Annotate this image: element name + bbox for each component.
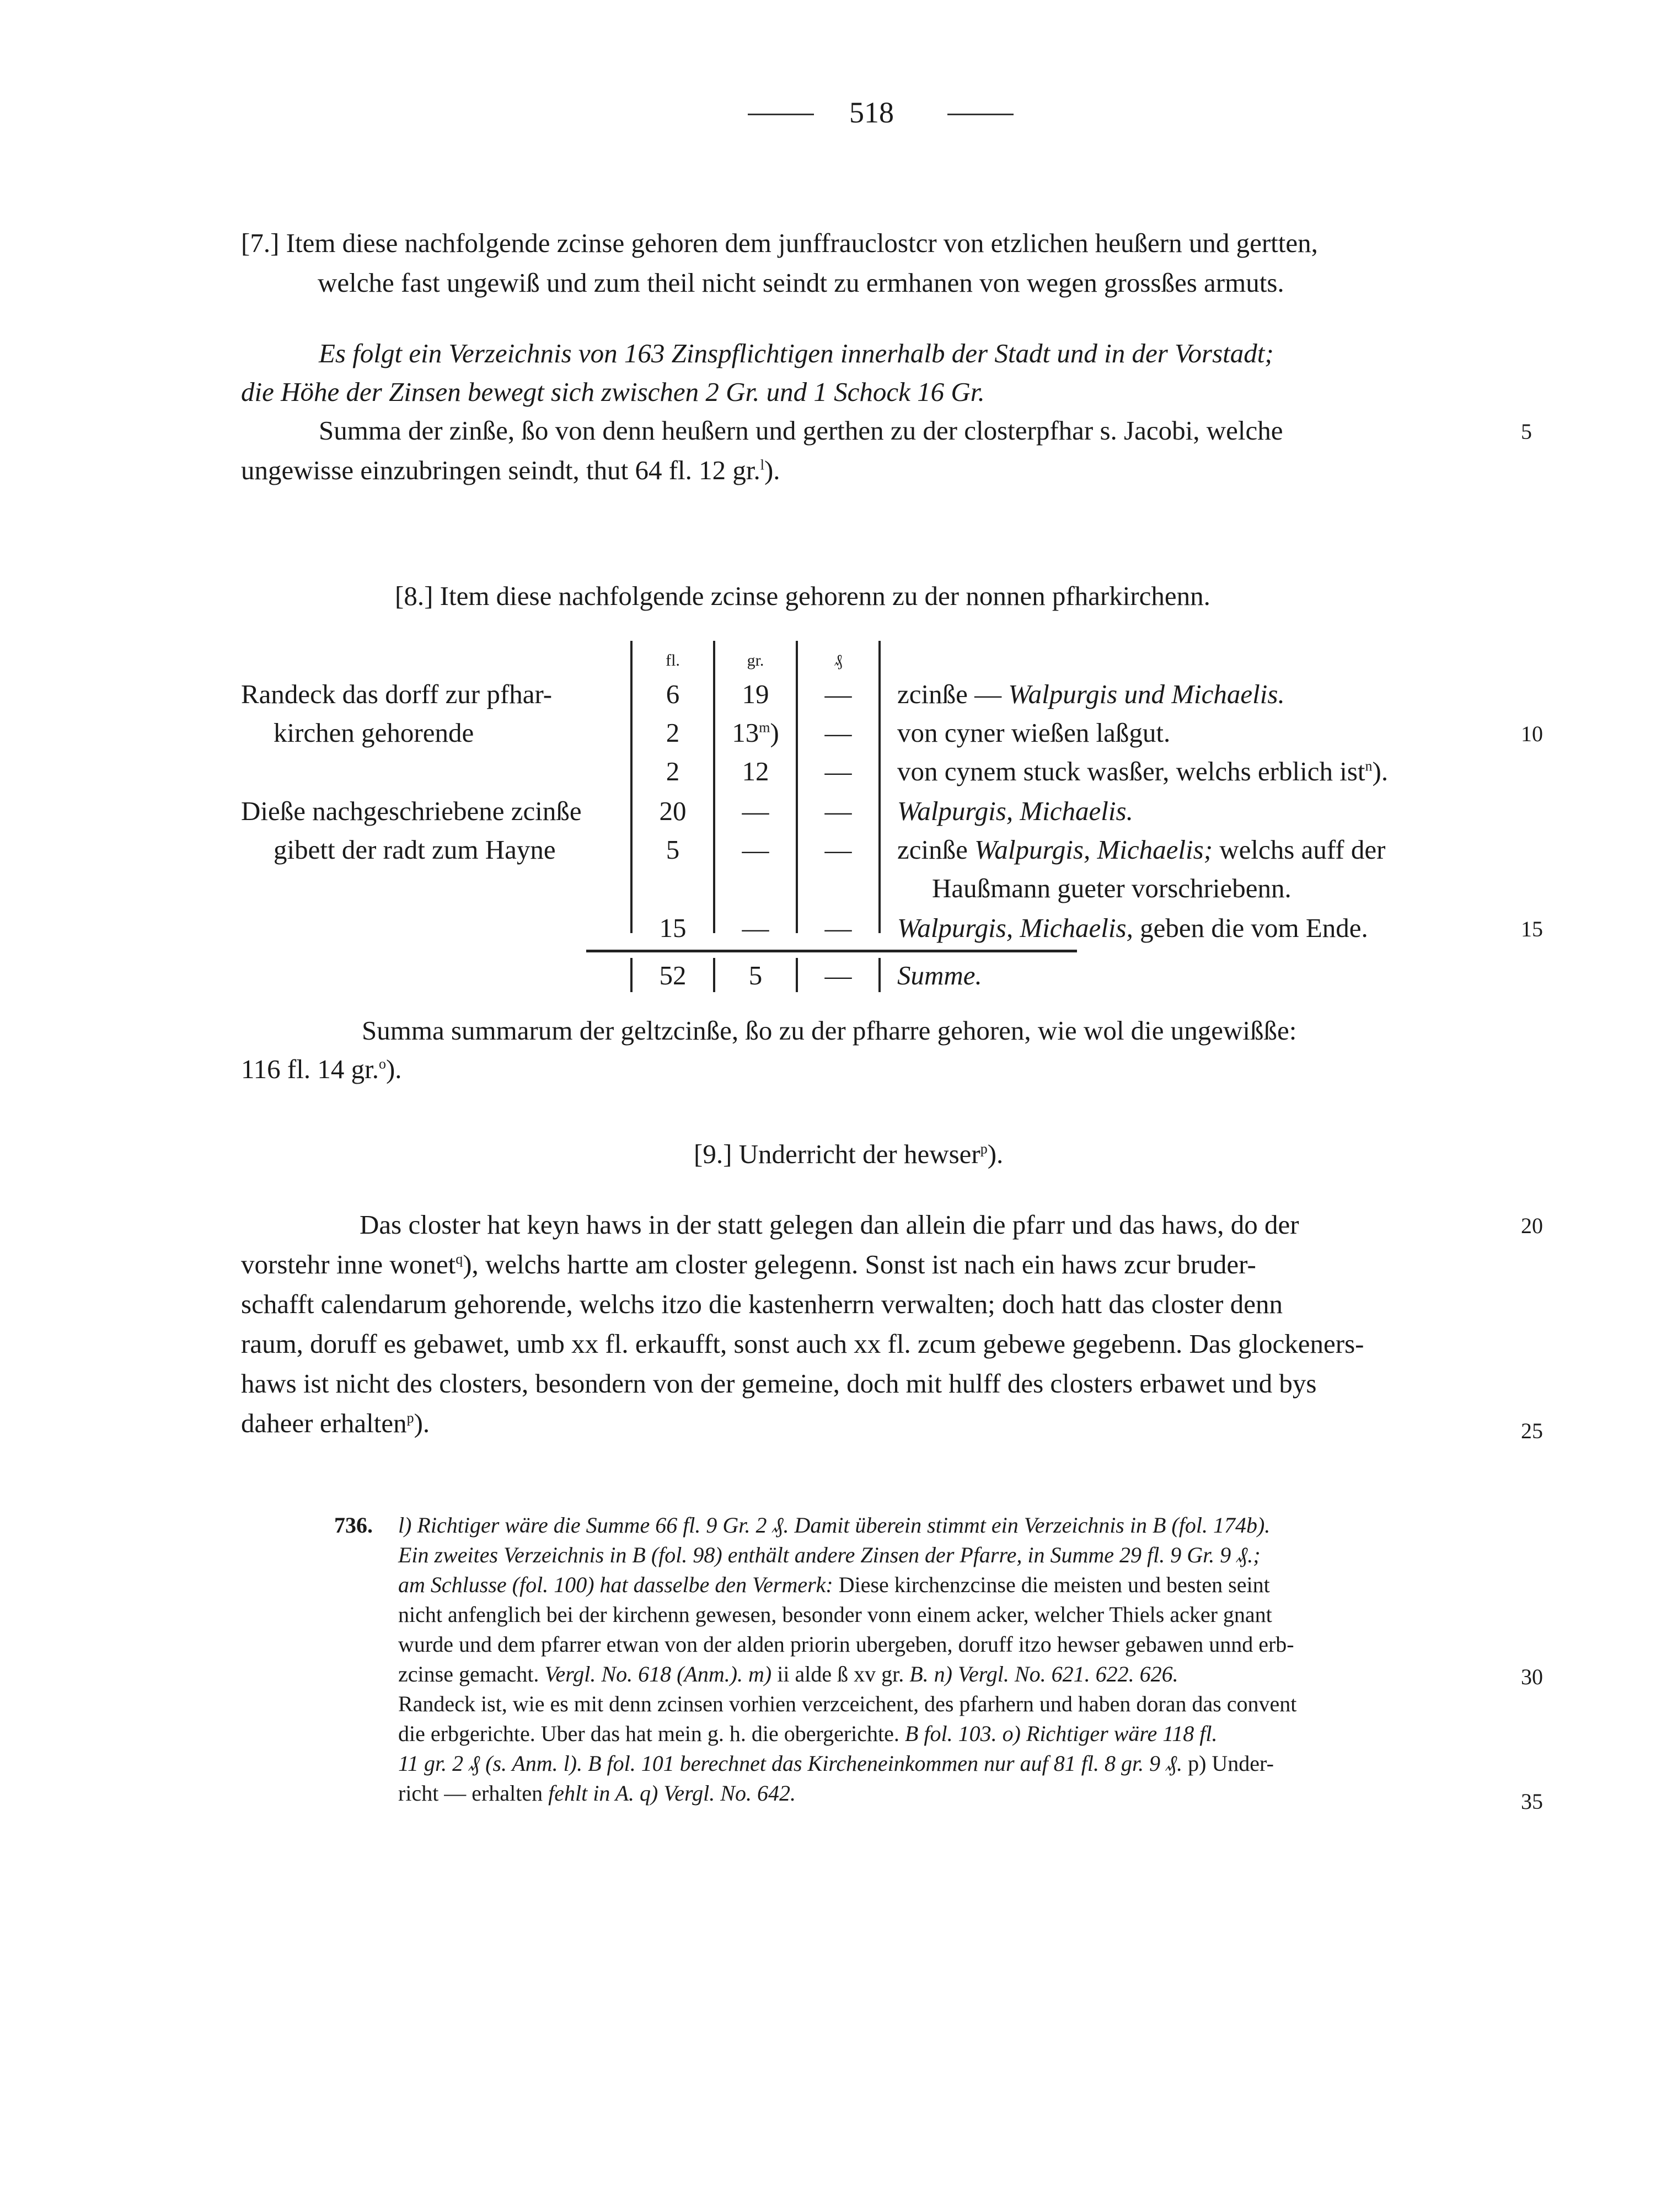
- sec7-note-1: Es folgt ein Verzeichnis von 163 Zinspflichtigen innerhalb der Stadt und in der Vorstadt;: [319, 338, 1274, 368]
- fn-roman: ii alde ß xv gr.: [771, 1662, 904, 1686]
- sec7-note-2: die Höhe der Zinsen bewegt sich zwischen 2 Gr. und 1 Schock 16 Gr.: [241, 377, 985, 407]
- table-cell-gr: 19: [742, 679, 769, 709]
- sec9-line-2-rest: ), welchs hartte am closter gelegenn. Sonst ist nach ein haws zcur bruder-: [463, 1249, 1256, 1279]
- header-dash-left: [748, 114, 814, 115]
- table-cell-fl: 15: [659, 913, 687, 943]
- total-label: Summe.: [897, 960, 982, 990]
- sec7-line-1: [7.] Item diese nachfolgende zcinse gehoren dem junffrauclostcr von etzlichen heußern und gertten,: [241, 228, 1318, 258]
- sec8-sum-text: 116 fl. 14 gr.: [241, 1054, 379, 1084]
- sec9-line-2-text: vorstehr inne wonet: [241, 1249, 456, 1279]
- footnote-line-5: wurde und dem pfarrer etwan von der alden priorin ubergeben, doruff itzo hewser gebawen unnd erb-: [398, 1632, 1294, 1657]
- table-row-desc: [897, 677, 1285, 711]
- desc-text: zcinße: [897, 834, 975, 865]
- fn-italic: fehlt in A. q) Vergl. No. 642.: [543, 1781, 796, 1806]
- fn-roman: Diese kirchenzcinse die meisten und besten seint: [833, 1572, 1270, 1597]
- desc-italic: Walpurgis, Michaelis,: [897, 913, 1133, 943]
- table-row-desc-continued: Haußmann gueter vorschriebenn.: [932, 873, 1291, 903]
- line-number-25: 25: [1521, 1418, 1543, 1443]
- table-label-1: Randeck das dorff zur pfhar-: [241, 679, 553, 709]
- table-cell-d: —: [824, 796, 852, 826]
- fn-italic: am Schlusse (fol. 100) hat dasselbe den Vermerk:: [398, 1572, 833, 1597]
- sec8-sum-1: Summa summarum der geltzcinße, ßo zu der pfharre gehoren, wie wol die ungewißße:: [362, 1015, 1297, 1046]
- fn-roman: zcinse gemacht.: [398, 1662, 539, 1686]
- table-label-3: Dieße nachgeschriebene zcinße: [241, 796, 582, 826]
- col-header-fl: fl.: [666, 651, 680, 670]
- sec8-sum-2: [241, 1052, 402, 1086]
- table-cell-gr: 13$^m$): [732, 717, 779, 748]
- line-number-5: 5: [1521, 419, 1532, 444]
- table-row-desc: [897, 911, 1368, 945]
- table-row-desc: Walpurgis, Michaelis.: [897, 796, 1133, 826]
- footnote-line-2: Ein zweites Verzeichnis in B (fol. 98) enthält andere Zinsen der Pfarre, in Summe 29 fl. 9 Gr. 9 ₰.;: [398, 1542, 1261, 1567]
- total-gr: 5: [748, 960, 763, 990]
- total-divider-3: [878, 958, 881, 992]
- line-number-35: 35: [1521, 1789, 1543, 1814]
- sec7-line-2: welche fast ungewiß und zum theil nicht seindt zu ermhanen von wegen grossßes armuts.: [318, 267, 1284, 298]
- fn-italic: 11 gr. 2 ₰ (s. Anm. l). B fol. 101 berechnet das Kircheneinkommen nur auf 81 fl. 8 gr. 9 ₰.: [398, 1751, 1183, 1776]
- footnote-ref-o: o: [378, 1056, 386, 1072]
- gr-value: 13: [732, 717, 759, 748]
- table-cell-d: —: [824, 913, 852, 943]
- header-dash-right: [947, 114, 1014, 115]
- footnote-ref-q: q: [455, 1251, 463, 1267]
- total-fl: 52: [659, 960, 687, 990]
- table-label-2: kirchen gehorende: [274, 717, 474, 748]
- page-number: 518: [849, 96, 894, 129]
- sec9-line-6-end: ).: [414, 1408, 430, 1438]
- sec9-line-2: [241, 1247, 1256, 1282]
- sec8-sum-end: ).: [385, 1054, 402, 1084]
- table-cell-gr: 12: [742, 756, 769, 786]
- fn-italic: B. n) Vergl. No. 621. 622. 626.: [904, 1662, 1178, 1686]
- line-number-15: 15: [1521, 917, 1543, 941]
- table-cell-gr: —: [742, 834, 769, 865]
- footnote-line-1: l) Richtiger wäre die Summe 66 fl. 9 Gr. 2 ₰. Damit überein stimmt ein Verzeichnis in B (fol. 174b).: [398, 1513, 1271, 1538]
- sec9-line-3: schafft calendarum gehorende, welchs itzo die kastenherrn verwalten; doch hatt das closter denn: [241, 1289, 1283, 1319]
- sec9-line-5: haws ist nicht des closters, besondern von der gemeine, doch mit hulff des closters erbawet und bys: [241, 1368, 1317, 1399]
- table-cell-fl: 5: [666, 834, 680, 865]
- sec9-line-1: Das closter hat keyn haws in der statt gelegen dan allein die pfarr und das haws, do der: [360, 1209, 1299, 1240]
- desc-text-end: geben die vom Ende.: [1133, 913, 1368, 943]
- table-cell-d: —: [824, 717, 852, 748]
- col-header-gr: gr.: [747, 651, 764, 670]
- sec9-heading-end: ).: [987, 1139, 1004, 1169]
- sec7-sum-2: [241, 453, 780, 488]
- sec7-sum-end: ).: [764, 455, 780, 485]
- footnote-line-7: Randeck ist, wie es mit denn zcinsen vorhien verzceichent, des pfarhern und haben doran das convent: [398, 1691, 1297, 1716]
- footnote-line-4: nicht anfenglich bei der kirchenn gewesen, besonder vonn einem acker, welcher Thiels acker gnant: [398, 1602, 1272, 1627]
- sec9-line-6-text: daheer erhalten: [241, 1408, 407, 1438]
- sec9-line-4: raum, doruff es gebawet, umb xx fl. erkaufft, sonst auch xx fl. zcum gebewe gegebenn. Das glockeners-: [241, 1329, 1364, 1359]
- line-number-10: 10: [1521, 721, 1543, 746]
- desc-text: zcinße —: [897, 679, 1009, 709]
- desc-italic: Walpurgis und Michaelis.: [1008, 679, 1285, 709]
- total-d: —: [824, 960, 852, 990]
- fn-italic: Vergl. No. 618 (Anm.). m): [539, 1662, 772, 1686]
- footnote-ref-l: l: [760, 457, 764, 473]
- footnote-line-9: [398, 1749, 1274, 1778]
- table-cell-d: —: [824, 756, 852, 786]
- fn-italic: B fol. 103. o) Richtiger wäre 118 fl.: [899, 1721, 1218, 1746]
- table-cell-d: —: [824, 679, 852, 709]
- desc-text: von cynem stuck wasßer, welchs erblich ist: [897, 756, 1365, 786]
- table-row-desc: [897, 833, 1385, 867]
- table-total-rule: [586, 950, 1077, 952]
- sec8-heading: [8.] Item diese nachfolgende zcinse gehorenn zu der nonnen pfharkirchenn.: [395, 581, 1210, 611]
- table-row-desc: von cyner wießen laßgut.: [897, 717, 1171, 748]
- footnote-ref-p: p: [980, 1140, 988, 1157]
- table-cell-d: —: [824, 834, 852, 865]
- line-number-20: 20: [1521, 1213, 1543, 1238]
- line-number-30: 30: [1521, 1664, 1543, 1689]
- footnote-ref-m: m: [759, 719, 770, 736]
- col-header-pfennig: ₰: [834, 651, 843, 670]
- table-cell-fl: 20: [659, 796, 687, 826]
- table-label-4: gibett der radt zum Hayne: [274, 834, 556, 865]
- table-cell-fl: 2: [666, 756, 680, 786]
- footnote-line-10: [398, 1779, 796, 1808]
- desc-italic: Walpurgis, Michaelis;: [974, 834, 1213, 865]
- fn-roman: die erbgerichte. Uber das hat mein g. h. die obergerichte.: [398, 1721, 899, 1746]
- footnote-number: 736.: [334, 1513, 373, 1538]
- table-cell-gr: —: [742, 796, 769, 826]
- sec9-line-6: [241, 1406, 430, 1440]
- footnote-line-3: [398, 1571, 1270, 1599]
- sec7-sum-1: Summa der zinße, ßo von denn heußern und gerthen zu der closterpfhar s. Jacobi, welche: [319, 415, 1283, 446]
- sec9-heading-text: [9.] Underricht der hewser: [694, 1139, 980, 1169]
- footnote-line-8: [398, 1720, 1218, 1748]
- footnote-ref-p: p: [406, 1410, 414, 1426]
- table-divider-4: [878, 641, 881, 933]
- desc-text-end: welchs auff der: [1213, 834, 1386, 865]
- sec9-heading: [694, 1137, 1003, 1171]
- fn-roman: richt — erhalten: [398, 1781, 543, 1806]
- table-row-desc: von cynem stuck wasßer, welchs erblich ist$^n$).: [897, 756, 1389, 786]
- fn-roman: p) Under-: [1182, 1751, 1274, 1776]
- table-cell-gr: —: [742, 913, 769, 943]
- sec7-sum-text: ungewisse einzubringen seindt, thut 64 fl. 12 gr.: [241, 455, 760, 485]
- footnote-ref-n: n: [1365, 758, 1373, 774]
- table-cell-fl: 2: [666, 717, 680, 748]
- footnote-line-6: [398, 1660, 1178, 1689]
- table-cell-fl: 6: [666, 679, 680, 709]
